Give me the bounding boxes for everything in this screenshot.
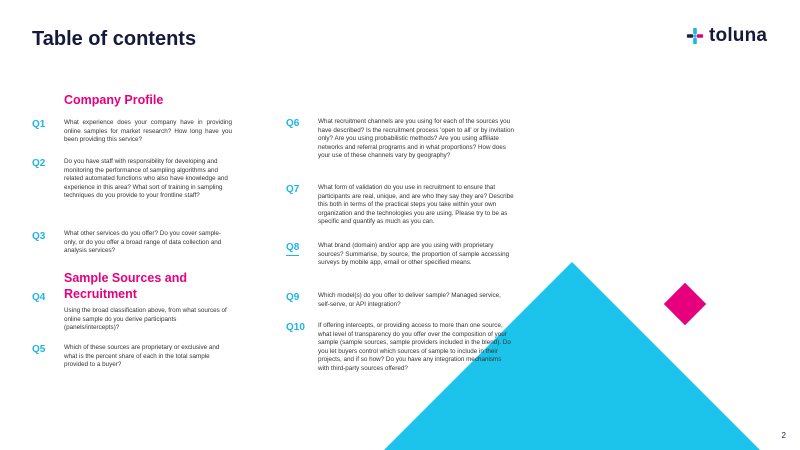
- question-text-q9: Which model(s) do you offer to deliver sample? Managed service, self-serve, or API integration?: [318, 292, 501, 308]
- question-text-q7: What form of validation do you use in recruitment to ensure that participants are real, unique, and are who they say they are? Describe this both in terms of the practical steps you take within your own organization and the technologies you are using. Please try to be as specific and quantify as much as you can.: [318, 184, 514, 226]
- question-number-q10[interactable]: Q10: [286, 322, 305, 333]
- question-text-q5: Which of these sources are proprietary or exclusive and what is the percent share of each in the total sample provided to a buyer?: [64, 344, 220, 369]
- question-text-q10: If offering intercepts, or providing access to more than one source, what level of transparency do you offer over the composition of your sample (sample sources, sample providers included in the blend). Do you let buyers control which sources of sample to include in their projects, and if so how? Do you have any integration mechanisms with third-party sources offered?: [318, 322, 511, 372]
- question-text-q6: What recruitment channels are you using for each of the sources you have described? Is the recruitment process 'open to all' or by invitation only? Are you using probabilistic methods? Are you using affiliate networks and referral programs and in what proportions? How does your use of these channels vary by geography?: [318, 118, 514, 160]
- question-number-q9[interactable]: Q9: [286, 292, 300, 303]
- question-number-q4[interactable]: Q4: [32, 292, 46, 303]
- toluna-asterisk-icon: [686, 27, 704, 45]
- toluna-logo: [686, 25, 767, 47]
- logo-text: toluna: [709, 25, 768, 46]
- question-number-q3[interactable]: Q3: [32, 231, 46, 242]
- question-number-q5[interactable]: Q5: [32, 344, 46, 355]
- question-text-q1: What experience does your company have in providing online samples for market research? How long have you been providing this service?: [64, 119, 232, 144]
- question-number-q6[interactable]: Q6: [286, 118, 300, 129]
- question-text-q8: What brand (domain) and/or app are you using with proprietary sources? Summarise, by source, the proportion of sample accessing surveys by mobile app, email or other specified means.: [318, 242, 510, 267]
- question-text-q3: What other services do you offer? Do you cover sample-only, or do you offer a broad range of data collection and analysis services?: [64, 230, 222, 255]
- question-text-q4: Using the broad classification above, from what sources of online sample do you derive participants (panels/intercepts)?: [64, 307, 227, 332]
- pink-diamond-decoration: [664, 283, 706, 325]
- page-title: Table of contents: [32, 28, 197, 50]
- question-text-q2: Do you have staff with responsibility for developing and monitoring the performance of sampling algorithms and related automated functions who also have knowledge and experience in this area? What sort of training in sampling techniques do you provide to your frontline staff?: [64, 158, 228, 200]
- question-number-q7[interactable]: Q7: [286, 184, 300, 195]
- section-company-profile: Company Profile: [64, 93, 164, 107]
- question-number-q1[interactable]: Q1: [32, 119, 46, 130]
- question-number-q2[interactable]: Q2: [32, 158, 46, 169]
- section-sample-sources: Sample Sources and Recruitment: [64, 271, 187, 301]
- page-number: 2: [781, 431, 786, 440]
- question-number-q8[interactable]: Q8: [286, 242, 299, 256]
